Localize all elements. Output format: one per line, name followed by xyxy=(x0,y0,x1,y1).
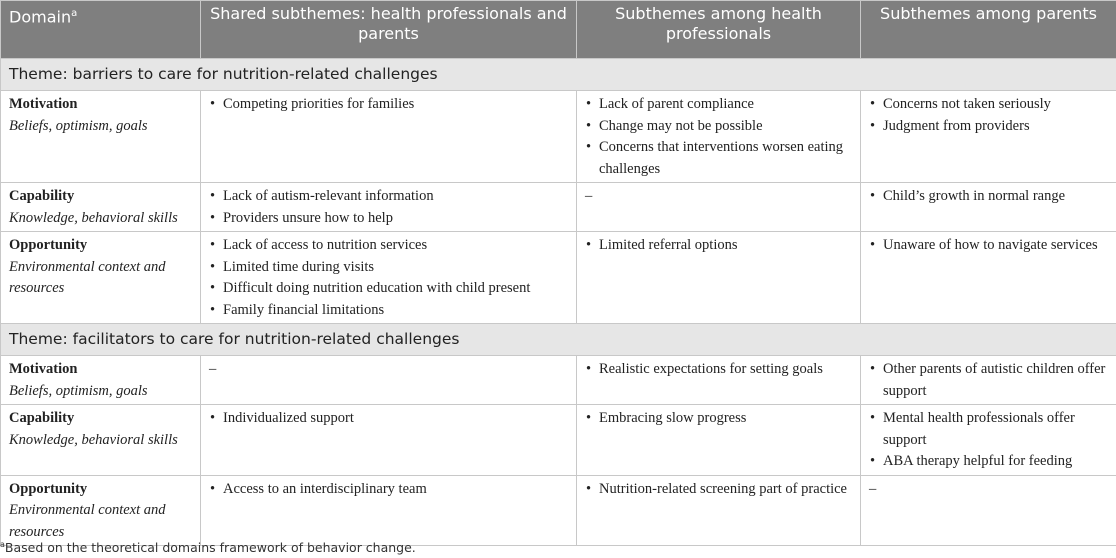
domain-name: Opportunity xyxy=(9,237,88,253)
domain-cell xyxy=(1,475,201,546)
theme-row xyxy=(1,59,1116,91)
list-item: • Access to an interdisciplinary team xyxy=(209,479,568,501)
shared-subthemes-cell xyxy=(201,91,577,183)
list-item: • Competing priorities for families xyxy=(209,94,568,116)
theme-row xyxy=(1,324,1116,356)
hp-subthemes-cell xyxy=(577,356,861,405)
empty-dash: – xyxy=(209,361,217,377)
hp-subthemes-cell xyxy=(577,405,861,476)
domain-description: Beliefs, optimism, goals xyxy=(9,117,148,134)
domain-name: Capability xyxy=(9,410,75,426)
header-parents: Subthemes among parents xyxy=(861,1,1116,59)
bullet-list xyxy=(869,186,1108,208)
list-item: • Individualized support xyxy=(209,408,568,430)
domain-name: Motivation xyxy=(9,96,78,112)
footnote-marker: a xyxy=(0,540,5,549)
list-item: • Child’s growth in normal range xyxy=(869,186,1108,208)
list-item: • Lack of access to nutrition services xyxy=(209,235,568,257)
list-item: • Limited time during visits xyxy=(209,257,568,279)
hp-subthemes-cell xyxy=(577,91,861,183)
header-health-professionals: Subthemes among health professionals xyxy=(577,1,861,59)
list-item: • Limited referral options xyxy=(585,235,852,257)
list-item: • Lack of parent compliance xyxy=(585,94,852,116)
parents-subthemes-cell xyxy=(861,356,1116,405)
table-row xyxy=(1,91,1116,183)
table-row xyxy=(1,232,1116,324)
parents-subthemes-cell xyxy=(861,475,1116,546)
theme-title: Theme: facilitators to care for nutrition-related challenges xyxy=(1,324,1116,356)
domain-cell xyxy=(1,356,201,405)
bullet-list xyxy=(585,235,852,257)
bullet-list xyxy=(869,94,1108,137)
list-item: • Concerns that interventions worsen eating challenges xyxy=(585,137,852,180)
bullet-list xyxy=(209,479,568,501)
domain-cell xyxy=(1,183,201,232)
list-item: • Judgment from providers xyxy=(869,116,1108,138)
domain-cell xyxy=(1,405,201,476)
list-item: • Difficult doing nutrition education with child present xyxy=(209,278,568,300)
domain-description: Beliefs, optimism, goals xyxy=(9,382,148,399)
shared-subthemes-cell xyxy=(201,405,577,476)
shared-subthemes-cell xyxy=(201,356,577,405)
shared-subthemes-cell xyxy=(201,183,577,232)
shared-subthemes-cell xyxy=(201,475,577,546)
bullet-list xyxy=(585,408,852,430)
bullet-list xyxy=(209,186,568,229)
list-item: • Unaware of how to navigate services xyxy=(869,235,1108,257)
bullet-list xyxy=(869,359,1108,402)
parents-subthemes-cell xyxy=(861,405,1116,476)
parents-subthemes-cell xyxy=(861,183,1116,232)
hp-subthemes-cell xyxy=(577,183,861,232)
list-item: • Mental health professionals offer support xyxy=(869,408,1108,451)
empty-dash: – xyxy=(869,480,877,497)
hp-subthemes-cell xyxy=(577,232,861,324)
table-row xyxy=(1,356,1116,405)
domain-description: Environmental context and resources xyxy=(9,502,166,540)
theme-title: Theme: barriers to care for nutrition-related challenges xyxy=(1,59,1116,91)
domain-name: Opportunity xyxy=(9,480,88,497)
hp-subthemes-cell xyxy=(577,475,861,546)
bullet-list xyxy=(869,235,1108,257)
list-item: • Change may not be possible xyxy=(585,116,852,138)
domain-description: Knowledge, behavioral skills xyxy=(9,209,178,226)
list-item: • Lack of autism-relevant information xyxy=(209,186,568,208)
domain-description: Environmental context and resources xyxy=(9,258,166,296)
empty-dash: – xyxy=(585,188,593,204)
table-body xyxy=(1,59,1116,546)
header-domain: Domain$^a$ xyxy=(1,1,201,59)
shared-subthemes-cell xyxy=(201,232,577,324)
header-shared: Shared subthemes: health professionals and parents xyxy=(201,1,577,59)
bullet-list xyxy=(585,479,852,501)
bullet-list xyxy=(209,408,568,430)
domain-description: Knowledge, behavioral skills xyxy=(9,431,178,448)
list-item: • Family financial limitations xyxy=(209,300,568,322)
domain-cell xyxy=(1,232,201,324)
parents-subthemes-cell xyxy=(861,91,1116,183)
bullet-list xyxy=(585,359,852,381)
list-item: • Other parents of autistic children offer support xyxy=(869,359,1108,402)
domain-cell xyxy=(1,91,201,183)
list-item: • ABA therapy helpful for feeding xyxy=(869,451,1108,473)
domain-name: Capability xyxy=(9,188,75,204)
header-row xyxy=(1,1,1116,59)
list-item: • Embracing slow progress xyxy=(585,408,852,430)
header-domain-footnote-marker: a xyxy=(71,8,78,19)
bullet-list xyxy=(209,94,568,116)
parents-subthemes-cell xyxy=(861,232,1116,324)
table-row xyxy=(1,475,1116,546)
table-row xyxy=(1,183,1116,232)
footnote xyxy=(0,540,416,555)
domain-name: Motivation xyxy=(9,361,78,377)
list-item: • Realistic expectations for setting goals xyxy=(585,359,852,381)
list-item: • Providers unsure how to help xyxy=(209,208,568,230)
bullet-list xyxy=(209,235,568,321)
table-row xyxy=(1,405,1116,476)
bullet-list xyxy=(585,94,852,180)
list-item: • Concerns not taken seriously xyxy=(869,94,1108,116)
bullet-list xyxy=(869,408,1108,473)
list-item: • Nutrition-related screening part of practice xyxy=(585,479,852,501)
footnote-text: Based on the theoretical domains framework of behavior change. xyxy=(4,540,416,556)
